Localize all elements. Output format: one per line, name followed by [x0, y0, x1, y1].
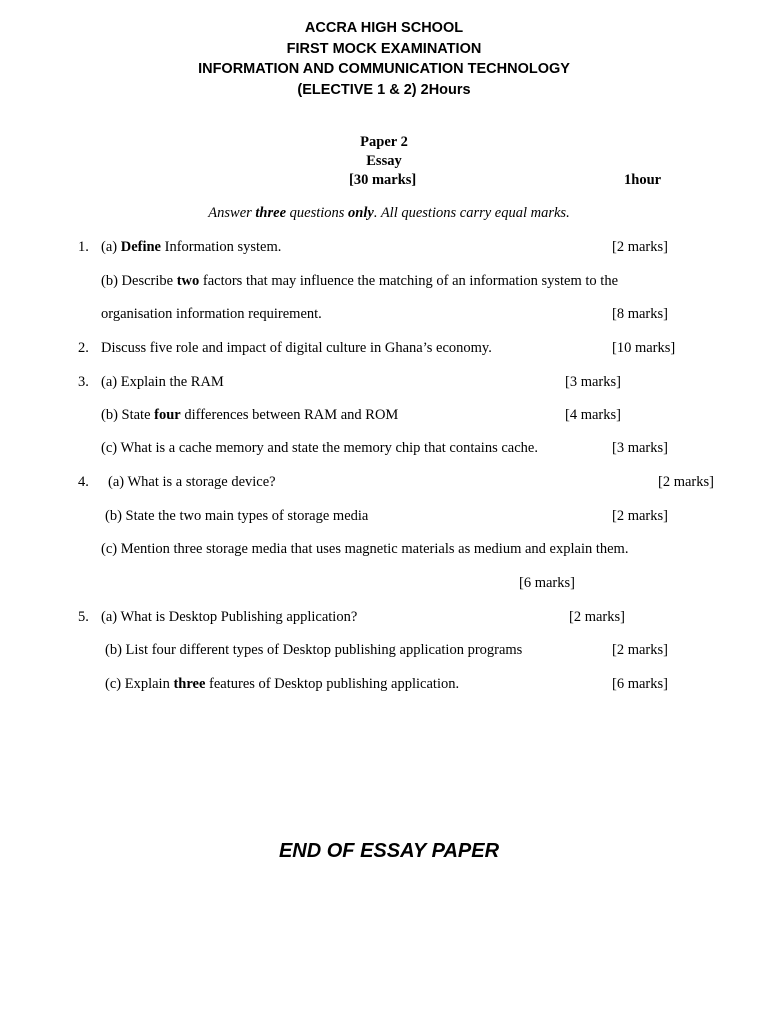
- question-5-number: 5.: [78, 609, 89, 625]
- question-1b-continued: organisation information requirement.: [101, 306, 322, 322]
- subject-title: INFORMATION AND COMMUNICATION TECHNOLOGY: [198, 61, 570, 77]
- question-4-number: 4.: [78, 474, 89, 490]
- question-5b-marks: [2 marks]: [612, 642, 668, 658]
- exam-title: FIRST MOCK EXAMINATION: [286, 41, 482, 57]
- question-5a: (a) What is Desktop Publishing application?: [101, 609, 358, 625]
- school-name: ACCRA HIGH SCHOOL: [304, 20, 464, 36]
- question-3c-marks: [3 marks]: [612, 440, 668, 456]
- question-4a-marks: [2 marks]: [658, 474, 714, 490]
- paper-duration: 1hour: [624, 172, 662, 188]
- question-4b: (b) State the two main types of storage media: [105, 508, 369, 524]
- instructions: Answer three questions only. All questions carry equal marks.: [208, 205, 570, 221]
- end-of-paper: END OF ESSAY PAPER: [278, 840, 500, 862]
- question-2-number: 2.: [78, 340, 89, 356]
- question-4b-marks: [2 marks]: [612, 508, 668, 524]
- question-5c-marks: [6 marks]: [612, 676, 668, 692]
- question-1b-marks: [8 marks]: [612, 306, 668, 322]
- question-3b-marks: [4 marks]: [565, 407, 621, 423]
- elective-line: (ELECTIVE 1 & 2) 2Hours: [297, 82, 471, 98]
- question-3-number: 3.: [78, 374, 89, 390]
- question-5a-marks: [2 marks]: [569, 609, 625, 625]
- paper-number: Paper 2: [360, 134, 408, 150]
- question-5b: (b) List four different types of Desktop publishing application programs: [105, 642, 523, 658]
- question-2: Discuss five role and impact of digital culture in Ghana’s economy.: [101, 340, 492, 356]
- question-3a: (a) Explain the RAM: [101, 374, 224, 390]
- paper-type: Essay: [366, 153, 402, 169]
- question-3a-marks: [3 marks]: [565, 374, 621, 390]
- question-2-marks: [10 marks]: [612, 340, 676, 356]
- question-3c: (c) What is a cache memory and state the memory chip that contains cache.: [101, 440, 538, 456]
- question-4a: (a) What is a storage device?: [108, 474, 276, 490]
- paper-marks: [30 marks]: [349, 172, 417, 188]
- question-4c-marks: [6 marks]: [519, 575, 575, 591]
- question-1b: (b) Describe two factors that may influence the matching of an information system to the: [101, 273, 619, 289]
- question-1a: (a) Define Information system.: [101, 239, 282, 255]
- question-1a-marks: [2 marks]: [612, 239, 668, 255]
- question-3b: (b) State four differences between RAM and ROM: [101, 407, 399, 423]
- question-4c: (c) Mention three storage media that uses magnetic materials as medium and explain them.: [101, 541, 629, 557]
- question-5c: (c) Explain three features of Desktop publishing application.: [105, 676, 460, 692]
- question-1-number: 1.: [78, 239, 89, 255]
